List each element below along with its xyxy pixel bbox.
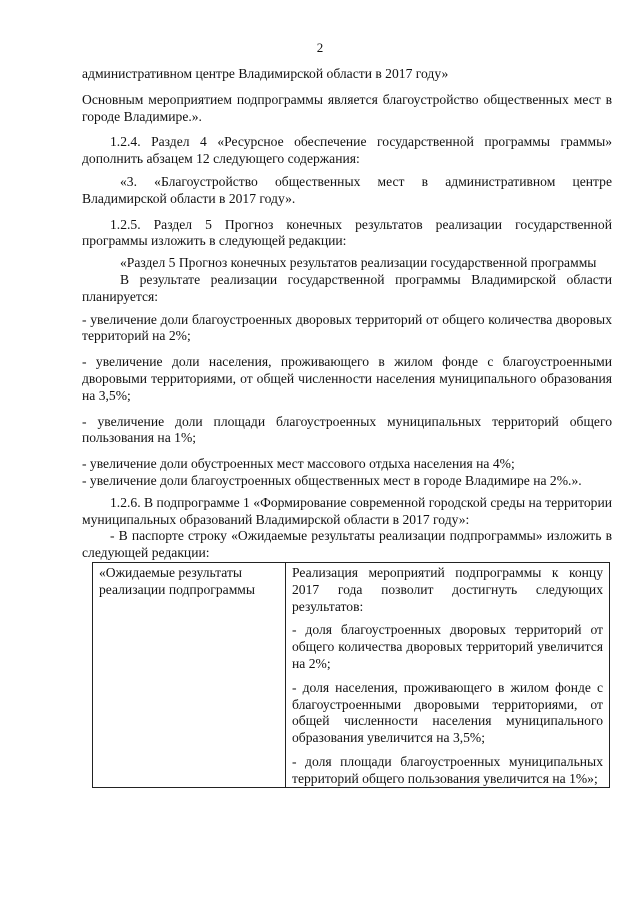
table-row bbox=[93, 562, 610, 788]
table-paragraph: Реализация мероприятий подпрограммы к концу 2017 года позволит достигнуть следующих результатов: bbox=[292, 564, 603, 614]
paragraph: 1.2.6. В подпрограмме 1 «Формирование современной городской среды на территории муниципальных образований Владимирской области в 2017 году»: bbox=[82, 494, 612, 527]
expected-results-label: «Ожидаемые результаты реализации подпрограммы bbox=[99, 564, 256, 597]
paragraph: - увеличение доли благоустроенных дворовых территорий от общего количества дворовых территорий на 2%; bbox=[82, 311, 612, 344]
paragraph: - увеличение доли населения, проживающего в жилом фонде с благоустроенными дворовыми территориями, от общей численности населения муниципального образования на 3,5%; bbox=[82, 354, 612, 403]
page-number: 2 bbox=[316, 40, 324, 55]
table-paragraph: - доля населения, проживающего в жилом фонде с благоустроенными дворовыми территориями, от общей численности населения муниципального образования увеличится на 3,5%; bbox=[292, 679, 603, 746]
passport-table bbox=[92, 562, 610, 789]
paragraph: - увеличение доли благоустроенных общественных мест в городе Владимире на 2%.». bbox=[82, 472, 582, 488]
paragraph: 1.2.5. Раздел 5 Прогноз конечных результатов реализации государственной программы изложить в следующей редакции: bbox=[82, 216, 612, 249]
paragraph: административном центре Владимирской области в 2017 году» bbox=[82, 66, 449, 81]
paragraph: «3. «Благоустройство общественных мест в административном центре Владимирской области в 2017 году». bbox=[82, 173, 612, 206]
table-paragraph: - доля площади благоустроенных муниципальных территорий общего пользования увеличится на 1%»; bbox=[292, 753, 603, 786]
paragraph: Основным мероприятием подпрограммы является благоустройство общественных мест в городе Владимире.». bbox=[82, 91, 612, 124]
paragraph: 1.2.4. Раздел 4 «Ресурсное обеспечение государственной программы граммы» дополнить абзацем 12 следующего содержания: bbox=[82, 134, 612, 167]
document-body bbox=[82, 66, 612, 788]
paragraph: - увеличение доли обустроенных мест массового отдыха населения на 4%; bbox=[82, 456, 515, 472]
paragraph: - В паспорте строку «Ожидаемые результаты реализации подпрограммы» изложить в следующей редакции: bbox=[82, 528, 612, 561]
table-paragraph: - доля благоустроенных дворовых территорий от общего количества дворовых территорий увеличится на 2%; bbox=[292, 622, 603, 671]
paragraph: - увеличение доли площади благоустроенных муниципальных территорий общего пользования на 1%; bbox=[82, 413, 612, 446]
paragraph: «Раздел 5 Прогноз конечных результатов реализации государственной программы bbox=[120, 255, 597, 271]
table-cell-content bbox=[286, 562, 610, 788]
paragraph: В результате реализации государственной программы Владимирской области планируется: bbox=[82, 271, 612, 304]
table-cell-label bbox=[93, 562, 286, 788]
